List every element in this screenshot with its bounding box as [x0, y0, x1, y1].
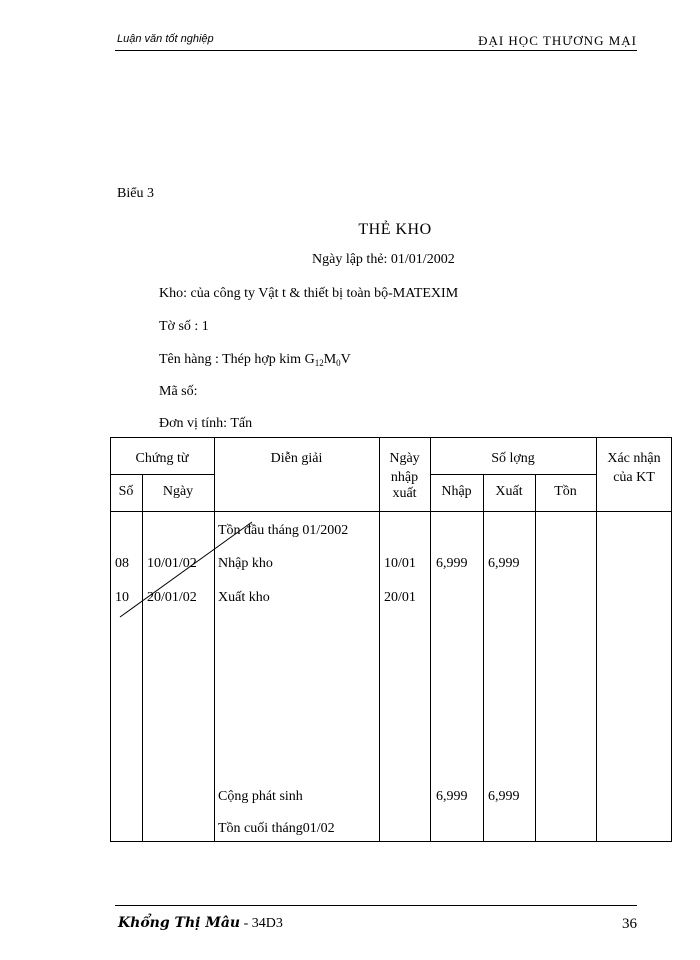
table-row-ngay: 20/01/02 [147, 590, 197, 605]
header-divider [115, 50, 637, 51]
footer-divider [115, 905, 637, 906]
document-title: THẺ KHO [358, 221, 432, 238]
header-xac-nhan-1: Xác nhận [607, 451, 661, 466]
table-row-ngay-nx: 10/01 [384, 556, 416, 571]
header-ngay-nx-3: xuất [392, 486, 417, 501]
warehouse-line: Kho: của công ty Vật t & thiết bị toàn bộ-MATEXIM [159, 286, 459, 301]
goods-sub-1: 12 [314, 358, 324, 368]
goods-name-prefix: Tên hàng : Thép hợp kim G [159, 352, 315, 367]
goods-name-mid: M [323, 352, 337, 367]
header-ngay-nx-1: Ngày [389, 451, 420, 466]
header-xac-nhan-2: của KT [613, 470, 655, 485]
creation-date: Ngày lập thẻ: 01/01/2002 [312, 252, 455, 267]
table-row-nhap: 6,999 [436, 789, 468, 804]
header-xuat: Xuất [495, 484, 523, 499]
stock-card-table [110, 437, 672, 842]
table-row-ngay: 10/01/02 [147, 556, 197, 571]
header-ngay-nx-2: nhập [390, 470, 419, 485]
header-thesis-label: Luận văn tốt nghiệp [117, 33, 214, 45]
goods-name [159, 352, 351, 368]
header-ton: Tồn [554, 484, 577, 499]
table-row-ngay-nx: 20/01 [384, 590, 416, 605]
table-row-dien-giai: Nhập kho [218, 556, 273, 571]
table-row-nhap: 6,999 [436, 556, 468, 571]
table-row-dien-giai: Tồn đầu tháng 01/2002 [218, 523, 349, 538]
table-row-dien-giai: Tồn cuối tháng01/02 [218, 821, 335, 836]
form-label: Biểu 3 [117, 186, 154, 201]
table-row-xuat: 6,999 [488, 789, 520, 804]
header-so-luong: Số lợng [491, 451, 535, 466]
table-row-so: 08 [115, 556, 129, 571]
page-number: 36 [622, 916, 637, 932]
header-ngay: Ngày [162, 484, 194, 499]
goods-name-suffix: V [340, 352, 351, 367]
table-row-dien-giai: Cộng phát sinh [218, 789, 303, 804]
table-row-xuat: 6,999 [488, 556, 520, 571]
header-dien-giai: Diễn giải [270, 451, 323, 466]
table-row-dien-giai: Xuất kho [218, 590, 270, 605]
item-code: Mã số: [159, 384, 198, 399]
header-nhap: Nhập [441, 484, 472, 499]
footer-author [118, 915, 283, 932]
unit-of-measure: Đơn vị tính: Tấn [159, 416, 253, 431]
goods-sub-2: 0 [336, 358, 341, 368]
class-code: - 34D3 [240, 916, 283, 931]
table-row-so: 10 [115, 590, 129, 605]
header-so: Số [118, 484, 134, 499]
header-chung-tu: Chứng từ [135, 451, 189, 466]
sheet-number: Tờ số : 1 [159, 319, 209, 334]
author-name: Khổng Thị Mâu [118, 915, 241, 931]
header-university: ĐẠI HỌC THƯƠNG MẠI [478, 33, 637, 48]
